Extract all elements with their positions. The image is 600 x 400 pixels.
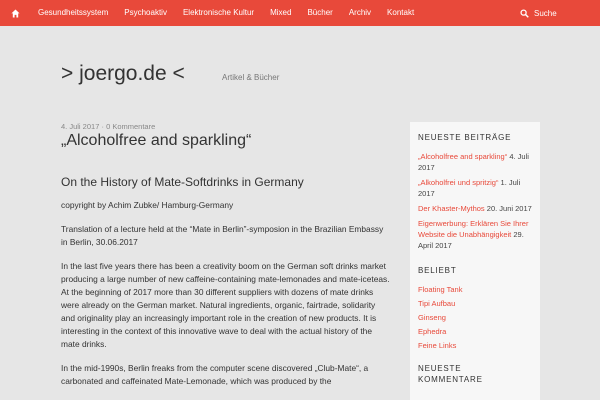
recent-post-date: 29. April 2017: [418, 230, 524, 250]
recent-post-link[interactable]: „Alcoholfree and sparkling“: [418, 152, 508, 161]
list-item: [418, 340, 532, 351]
search-label: Suche: [534, 8, 557, 18]
paragraph: copyright by Achim Zubke/ Hamburg-Germany: [61, 200, 234, 210]
nav-item-archiv[interactable]: Archiv: [348, 8, 372, 17]
nav-item-psychoaktiv[interactable]: Psychoaktiv: [124, 8, 167, 17]
recent-posts-widget: [418, 132, 532, 251]
recent-post-date: 4. Juli 2017: [418, 152, 529, 172]
nav-item-elektronische-kultur[interactable]: Elektronische Kultur: [182, 8, 255, 17]
popular-link[interactable]: Feine Links: [418, 341, 457, 350]
post-content: [61, 175, 391, 399]
popular-widget: [418, 265, 532, 351]
nav-item-kontakt[interactable]: Kontakt: [387, 8, 415, 17]
recent-post-link[interactable]: Eigenwerbung: Erklären Sie Ihrer Website die Unabhängigkeit: [418, 219, 529, 239]
site-title[interactable]: > joergo.de <: [61, 62, 185, 85]
post-date[interactable]: 4. Juli 2017: [61, 122, 100, 131]
recent-post-date: 1. Juli 2017: [418, 178, 521, 198]
widget-title: BELIEBT: [418, 266, 457, 275]
sidebar: [410, 122, 540, 400]
popular-link[interactable]: Floating Tank: [418, 285, 463, 294]
paragraph: In the last five years there has been a creativity boom on the German soft drinks market producing a large number of new caffeine-containing mate-lemonades and mate-iceteas.: [61, 261, 390, 284]
nav-item-mixed[interactable]: Mixed: [270, 8, 292, 17]
site-description: Artikel & Bücher: [222, 73, 280, 82]
home-icon: [11, 9, 20, 18]
paragraph: In the mid-1990s, Berlin freaks from the computer scene discovered „Club-Mate“, a carbonated and caffeinated Mate-Lemonade, which was produced by the: [61, 363, 369, 386]
paragraph: At the beginning of 2017 more than 30 different suppliers with dozens of mate drinks were already on the German market. Natural ingredients, organic, fairtrade, solidarity and originality play an increasingly important role in the creation of new products. It is interesting in the context of this innovative wave to deal with the actual history of the mate drinks.: [61, 287, 377, 349]
recent-post-date: 20. Juni 2017: [486, 204, 532, 213]
widget-title: NEUESTE BEITRÄGE: [418, 133, 512, 142]
recent-comments-widget: [418, 363, 532, 385]
search-button[interactable]: [508, 0, 600, 26]
post-subtitle: On the History of Mate-Softdrinks in Germany: [61, 175, 304, 189]
recent-post-link[interactable]: „Alkoholfrei und spritzig“: [418, 178, 499, 187]
paragraph: Translation of a lecture held at the “Mate in Berlin”-symposion in the Brazilian Embassy in Berlin, 30.06.2017: [61, 224, 384, 247]
post-comments-link[interactable]: 0 Kommentare: [106, 122, 156, 131]
nav-item-buecher[interactable]: Bücher: [307, 8, 333, 17]
post-meta: [61, 122, 155, 131]
popular-link[interactable]: Ephedra: [418, 327, 447, 336]
meta-separator: ·: [101, 122, 104, 131]
recent-post-link[interactable]: Der Khaster-Mythos: [418, 204, 485, 213]
popular-link[interactable]: Ginseng: [418, 313, 446, 322]
list-item: [418, 218, 532, 251]
list-item: [418, 203, 532, 214]
list-item: [418, 326, 532, 337]
top-navigation: [0, 0, 600, 26]
popular-link[interactable]: Tipi Aufbau: [418, 299, 456, 308]
nav-item-gesundheitssystem[interactable]: Gesundheitssystem: [38, 8, 109, 17]
list-item: [418, 312, 532, 323]
list-item: [418, 298, 532, 309]
list-item: [418, 177, 532, 199]
home-button[interactable]: [0, 0, 30, 26]
widget-title: NEUESTE KOMMENTARE: [418, 364, 483, 384]
list-item: [418, 151, 532, 173]
list-item: [418, 284, 532, 295]
search-icon: [520, 9, 529, 18]
post-title: „Alcoholfree and sparkling“: [61, 132, 252, 149]
